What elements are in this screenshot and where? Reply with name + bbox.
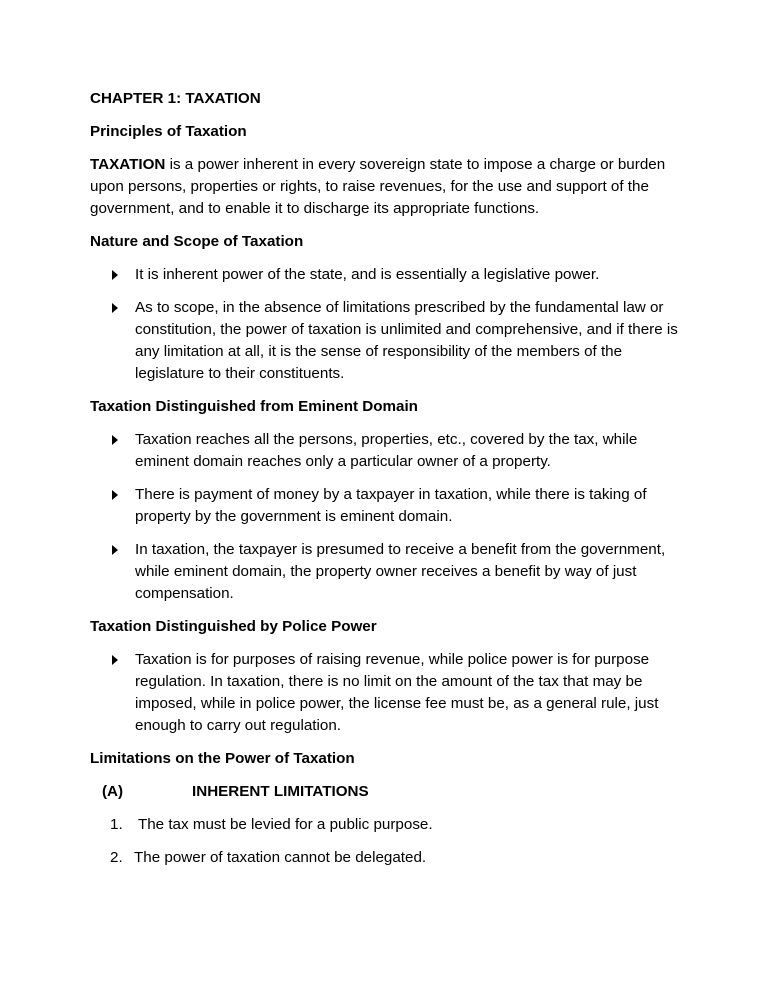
list-item	[90, 264, 680, 286]
list-item-text: The tax must be levied for a public purpose.	[134, 816, 433, 833]
subheading-title: INHERENT LIMITATIONS	[192, 783, 369, 800]
definition-text: is a power inherent in every sovereign state to impose a charge or burden upon persons, properties or rights, to raise revenues, for the use and support of the government, and to enable it to discharge its appropriate functions.	[90, 156, 666, 217]
list-number: 2.	[110, 849, 123, 866]
list-item-text: Taxation reaches all the persons, properties, etc., covered by the tax, while eminent domain reaches only a particular owner of a property.	[135, 431, 638, 470]
list-item	[90, 814, 680, 836]
section-heading-nature-scope: Nature and Scope of Taxation	[90, 233, 304, 250]
chapter-title: CHAPTER 1: TAXATION	[90, 90, 261, 107]
document-page	[90, 88, 680, 880]
numbered-list-limitations	[90, 814, 680, 869]
list-item-text: The power of taxation cannot be delegated.	[134, 849, 427, 866]
limitations-heading: Limitations on the Power of Taxation	[90, 750, 355, 767]
list-item	[90, 429, 680, 473]
triangle-bullet-icon	[112, 655, 118, 665]
definition-term: TAXATION	[90, 156, 166, 173]
subheading-label: (A)	[102, 783, 124, 800]
triangle-bullet-icon	[112, 270, 118, 280]
triangle-bullet-icon	[112, 435, 118, 445]
triangle-bullet-icon	[112, 490, 118, 500]
bullet-list-eminent-domain	[90, 429, 680, 605]
inherent-limitations-subheading	[90, 781, 680, 803]
list-item-text: It is inherent power of the state, and is essentially a legislative power.	[135, 266, 600, 283]
list-item-text: In taxation, the taxpayer is presumed to receive a benefit from the government, while eminent domain, the property owner receives a benefit by way of just compensation.	[135, 541, 666, 602]
triangle-bullet-icon	[112, 545, 118, 555]
list-item-text: As to scope, in the absence of limitations prescribed by the fundamental law or constitution, the power of taxation is unlimited and comprehensive, and if there is any limitation at all, it is the sense of responsibility of the members of the legislature to their constituents.	[135, 299, 678, 382]
list-item	[90, 847, 680, 869]
list-item	[90, 297, 680, 385]
triangle-bullet-icon	[112, 303, 118, 313]
list-item	[90, 539, 680, 605]
section-heading-eminent-domain: Taxation Distinguished from Eminent Domain	[90, 398, 418, 415]
principles-heading: Principles of Taxation	[90, 123, 247, 140]
definition-paragraph	[90, 154, 680, 220]
list-item	[90, 649, 680, 737]
list-number: 1.	[110, 816, 123, 833]
list-item	[90, 484, 680, 528]
section-heading-police-power: Taxation Distinguished by Police Power	[90, 618, 377, 635]
list-item-text: Taxation is for purposes of raising revenue, while police power is for purpose regulation. In taxation, there is no limit on the amount of the tax that may be imposed, while in police power, the license fee must be, as a general rule, just enough to carry out regulation.	[135, 651, 659, 734]
bullet-list-police-power	[90, 649, 680, 737]
bullet-list-nature-scope	[90, 264, 680, 385]
list-item-text: There is payment of money by a taxpayer in taxation, while there is taking of property by the government is eminent domain.	[135, 486, 647, 525]
